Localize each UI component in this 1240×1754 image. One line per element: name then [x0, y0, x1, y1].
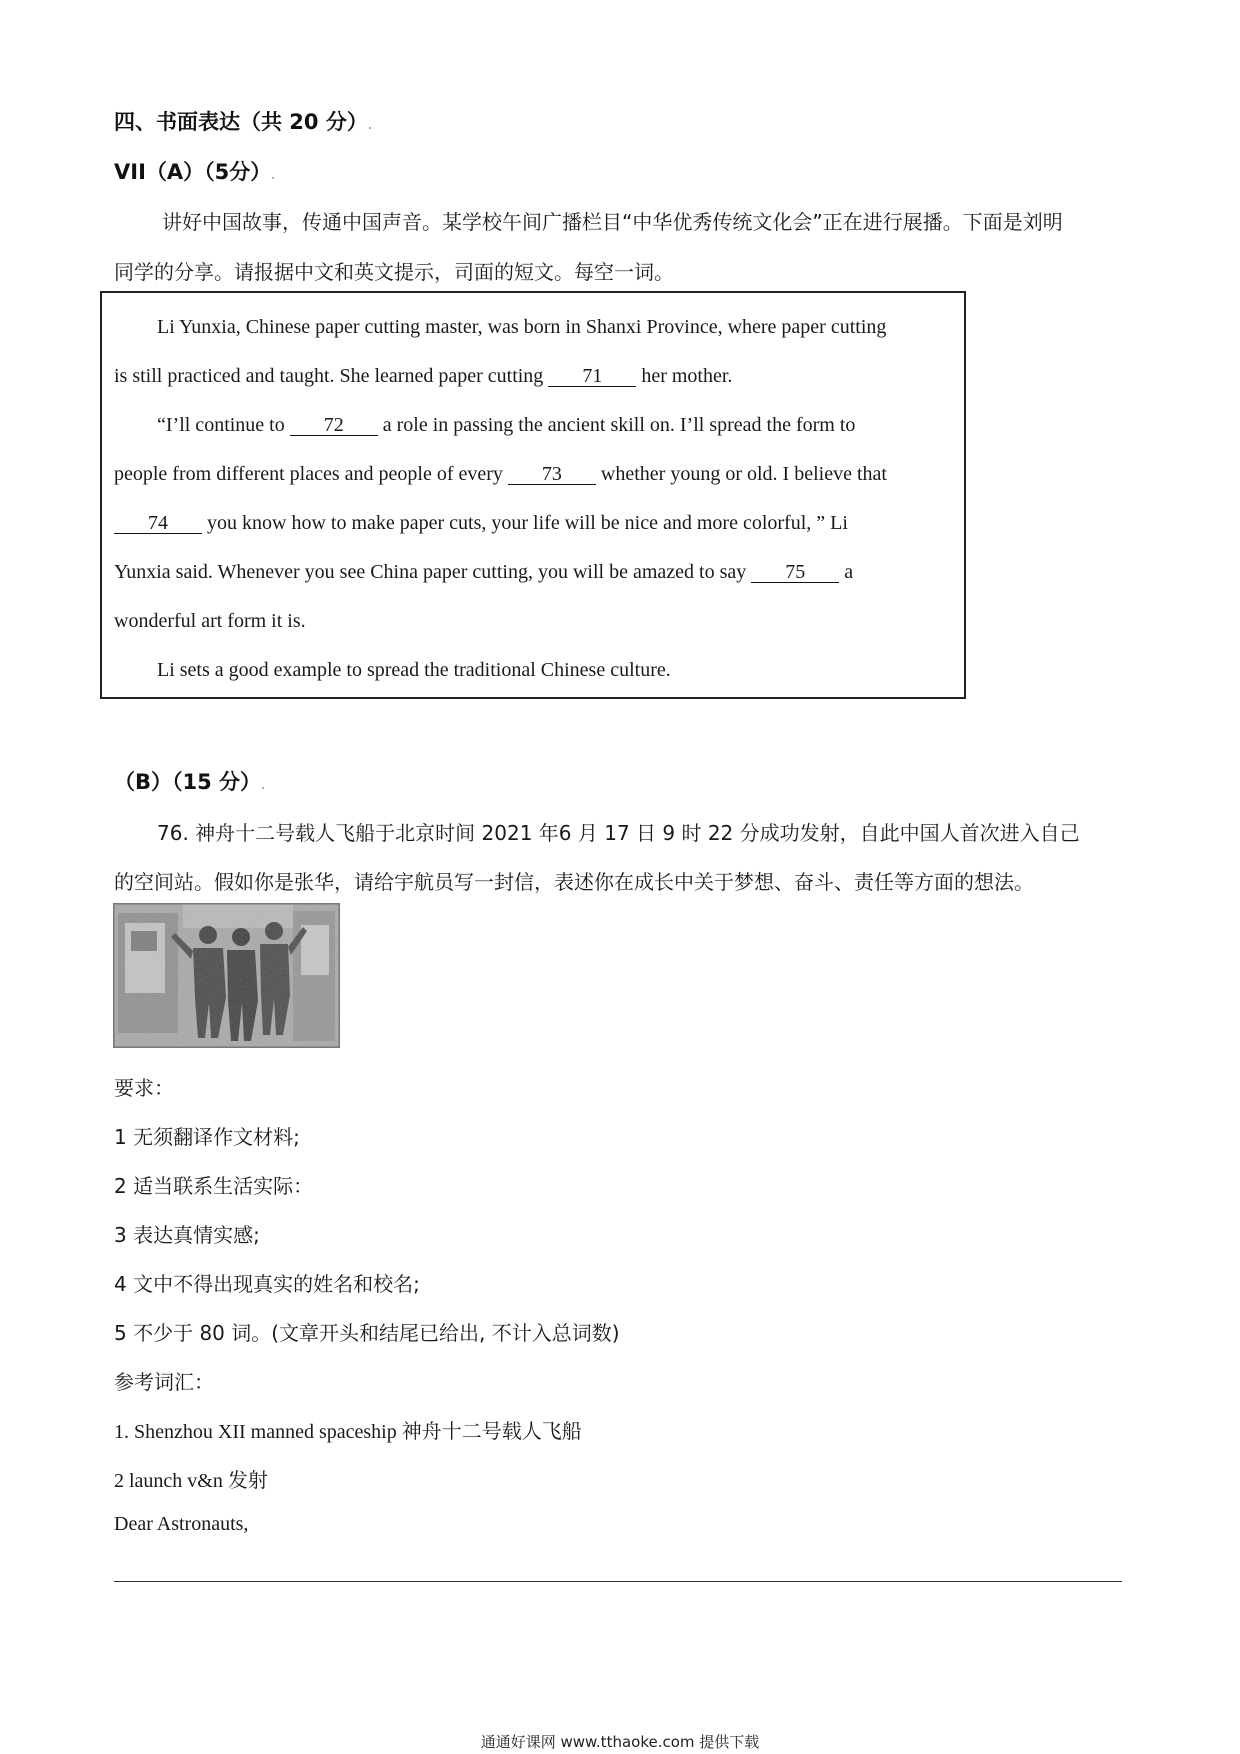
writing-line	[114, 1581, 1122, 1582]
requirement-item: 3 表达真情实感;	[114, 1223, 260, 1247]
passage-line-3	[157, 414, 855, 437]
passage-text: “I’ll continue to	[157, 414, 290, 436]
requirement-item: 5 不少于 80 词。(文章开头和结尾已给出, 不计入总词数)	[114, 1321, 620, 1345]
vocab-item: 1. Shenzhou XII manned spaceship 神舟十二号载人飞船	[114, 1421, 582, 1443]
section-title	[114, 106, 372, 136]
passage-line-8: Li sets a good example to spread the traditional Chinese culture.	[157, 659, 671, 681]
passage-box	[100, 291, 966, 699]
passage-text: people from different places and people of every	[114, 463, 508, 485]
part-a-title	[114, 156, 275, 186]
blank-74: 74	[114, 513, 202, 534]
passage-text: is still practiced and taught. She learned paper cutting	[114, 365, 549, 387]
mark: .	[261, 781, 265, 792]
part-a-title-text: VII（A）（5分）	[114, 160, 272, 184]
part-b-title	[114, 766, 265, 796]
blank-72: 72	[290, 415, 378, 436]
passage-line-2	[114, 365, 732, 388]
salutation: Dear Astronauts,	[114, 1513, 249, 1535]
intro-line-2: 同学的分享。请报据中文和英文提示，司面的短文。每空一词。	[114, 260, 674, 284]
passage-text: you know how to make paper cuts, your life will be nice and more colorful, ” Li	[202, 512, 848, 534]
intro-line-1: 讲好中国故事，传通中国声音。某学校午间广播栏目“中华优秀传统文化会”正在进行展播。下面是刘明	[162, 210, 1063, 234]
passage-line-6	[114, 561, 853, 584]
mark: .	[271, 171, 276, 182]
blank-73: 73	[508, 464, 596, 485]
requirement-item: 4 文中不得出现真实的姓名和校名;	[114, 1272, 420, 1296]
requirement-item: 2 适当联系生活实际：	[114, 1174, 314, 1198]
part-b-title-text: （B）（15 分）	[114, 770, 262, 794]
passage-text: Yunxia said. Whenever you see China paper cutting, you will be amazed to say	[114, 561, 752, 583]
vocab-item: 2 launch v&n 发射	[114, 1470, 268, 1492]
blank-75: 75	[751, 562, 839, 583]
requirements-label: 要求：	[114, 1076, 174, 1100]
passage-line-4	[114, 463, 887, 486]
blank-71: 71	[548, 366, 636, 387]
astronauts-photo	[113, 903, 340, 1048]
passage-text: whether young or old. I believe that	[595, 463, 887, 485]
mark: .	[367, 121, 372, 132]
passage-line-1: Li Yunxia, Chinese paper cutting master, was born in Shanxi Province, where paper cutting	[157, 316, 887, 338]
vocab-label: 参考词汇：	[114, 1370, 214, 1394]
passage-text: a	[839, 561, 854, 583]
passage-text: her mother.	[636, 365, 733, 387]
astronauts-photo-drawing	[113, 903, 340, 1048]
passage-text: a role in passing the ancient skill on. I’ll spread the form to	[377, 414, 856, 436]
passage-line-5	[114, 512, 848, 535]
requirement-item: 1 无须翻译作文材料;	[114, 1125, 300, 1149]
question-line-1: 76. 神舟十二号载人飞船于北京时间 2021 年6 月 17 日 9 时 22 分成功发射，自此中国人首次进入自己	[157, 821, 1080, 845]
passage-line-7: wonderful art form it is.	[114, 610, 306, 632]
section-title-text: 四、书面表达（共 20 分）	[114, 110, 368, 134]
footer-source: 通通好课网 www.tthaoke.com 提供下载	[480, 1733, 760, 1751]
question-line-2: 的空间站。假如你是张华，请给宇航员写一封信，表述你在成长中关于梦想、奋斗、责任等方面的想法。	[114, 870, 1034, 894]
